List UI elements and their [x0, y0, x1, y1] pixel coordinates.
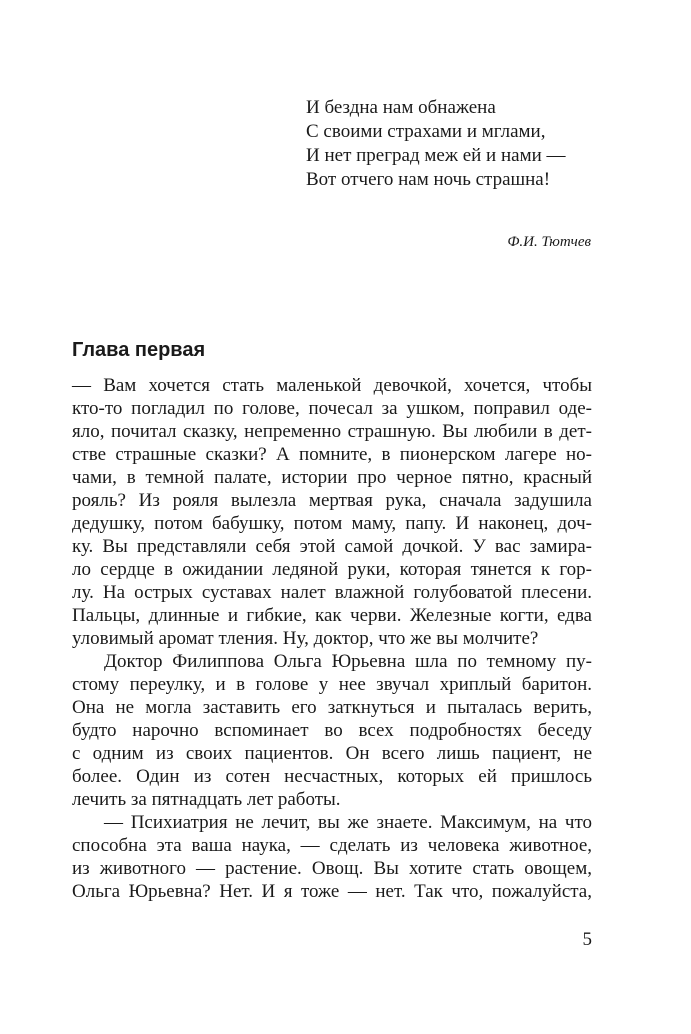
text-line: чами, в темной палате, истории про черное пятно, красный [72, 467, 592, 488]
epigraph [306, 96, 606, 192]
epigraph-author: Ф.И. Тютчев [507, 234, 591, 250]
text-line: стве страшные сказки? А помните, в пионерском лагере но- [72, 444, 592, 465]
epigraph-line: С своими страхами и мглами, [306, 121, 546, 142]
text-line: Пальцы, длинные и гибкие, как черви. Железные когти, едва [72, 605, 592, 626]
text-line: — Вам хочется стать маленькой девочкой, хочется, чтобы [72, 375, 592, 396]
text-line: лу. На острых суставах налет влажной голубоватой плесени. [72, 582, 592, 603]
text-line: стому переулку, и в голове у нее звучал хриплый баритон. [72, 674, 592, 695]
text-line: яло, почитал сказку, непременно страшную. Вы любили в дет- [72, 421, 592, 442]
text-line: ло сердце в ожидании ледяной руки, которая тянется к гор- [72, 559, 592, 580]
text-line: лечить за пятнадцать лет работы. [72, 789, 341, 810]
epigraph-line: Вот отчего нам ночь страшна! [306, 169, 551, 190]
page-number: 5 [582, 929, 592, 950]
text-line: Ольга Юрьевна? Нет. И я тоже — нет. Так что, пожалуйста, [72, 881, 592, 902]
text-line: дедушку, потом бабушку, потом маму, папу. И наконец, доч- [72, 513, 592, 534]
text-line: Доктор Филиппова Ольга Юрьевна шла по темному пу- [104, 651, 592, 672]
epigraph-line: И нет преград меж ей и нами — [306, 145, 566, 166]
text-line: более. Один из сотен несчастных, которых ей пришлось [72, 766, 592, 787]
text-line: кто-то погладил по голове, почесал за ушком, поправил оде- [72, 398, 592, 419]
text-line: ку. Вы представляли себя этой самой дочкой. У вас замира- [72, 536, 592, 557]
text-line: будто нарочно вспоминает во всех подробностях беседу [72, 720, 592, 741]
epigraph-line: И бездна нам обнажена [306, 97, 496, 118]
text-line: рояль? Из рояля вылезла мертвая рука, сначала задушила [72, 490, 592, 511]
text-line: уловимый аромат тления. Ну, доктор, что же вы молчите? [72, 628, 539, 649]
text-line: с одним из своих пациентов. Он всего лишь пациент, не [72, 743, 592, 764]
text-line: Она не могла заставить его заткнуться и пыталась верить, [72, 697, 592, 718]
text-line: способна эта ваша наука, — сделать из человека животное, [72, 835, 592, 856]
text-line: из животного — растение. Овощ. Вы хотите стать овощем, [72, 858, 592, 879]
text-line: — Психиатрия не лечит, вы же знаете. Максимум, на что [104, 812, 592, 833]
chapter-title: Глава первая [72, 339, 206, 361]
body-text [72, 374, 592, 903]
